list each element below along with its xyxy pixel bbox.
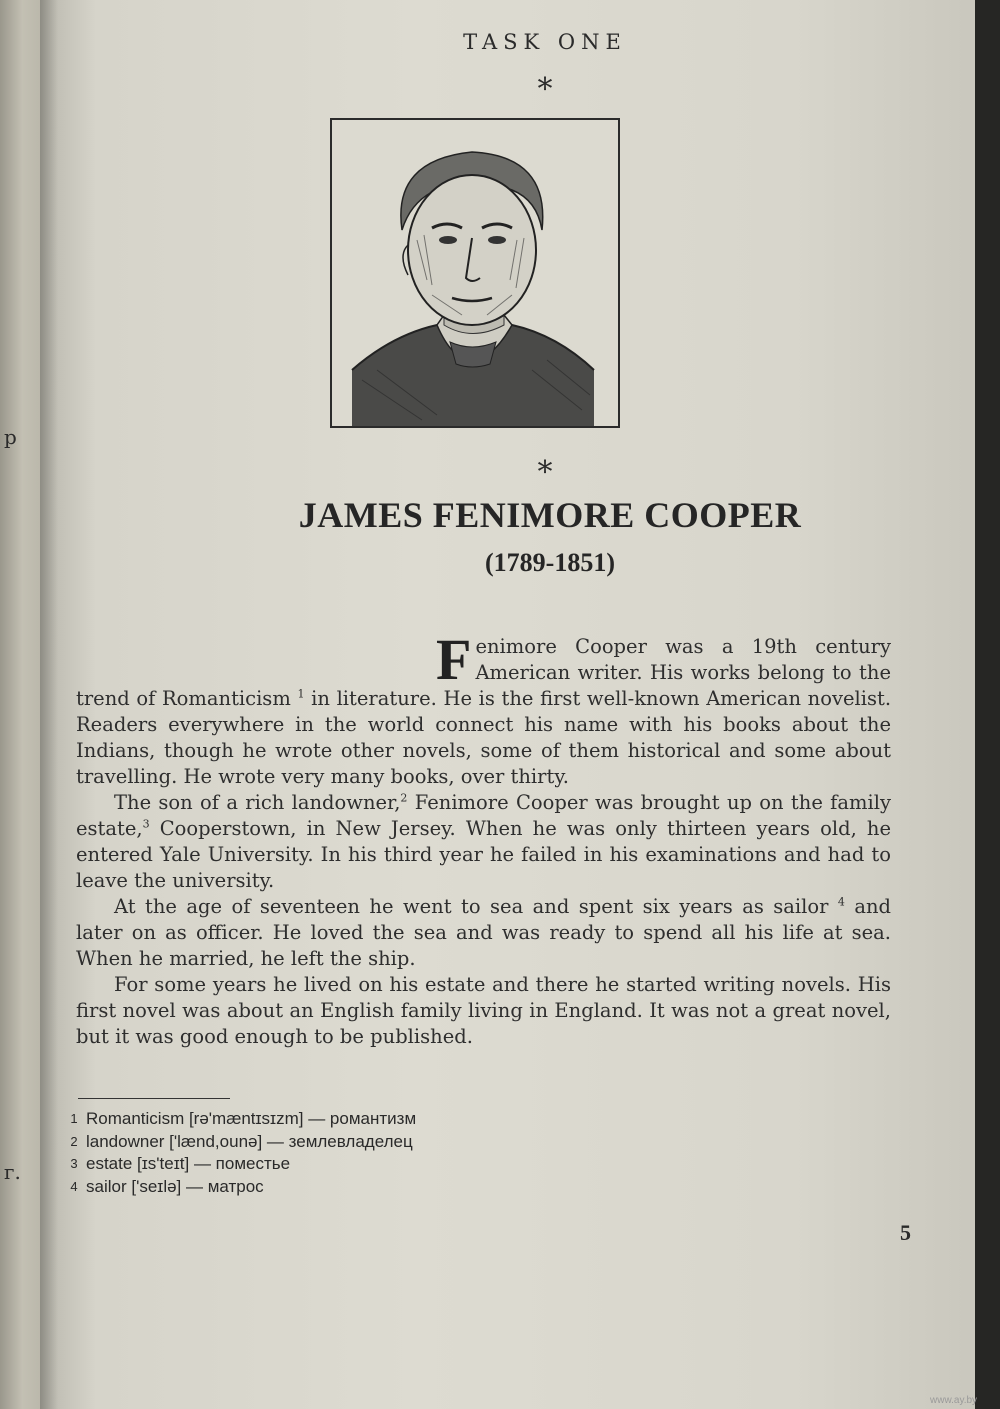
footnote-ref: 2	[400, 791, 408, 805]
footnote-text: landowner ['lænd,ounə] — землевладелец	[86, 1131, 413, 1151]
footnote-ref: 3	[142, 817, 150, 831]
portrait-engraving	[332, 120, 618, 426]
footnotes	[62, 1108, 762, 1198]
footnote-number: 4	[70, 1178, 78, 1194]
footnote-number: 3	[70, 1156, 78, 1171]
text-run: in literature. He is the first well-known American novelist. Readers everywhere in the world connect his name with his books about the Indians, though he wrote other novels, some of them historical and some about travelling. He wrote very many books, over thirty.	[76, 687, 892, 788]
ornament-asterisk: *	[537, 72, 553, 107]
text-run: Cooperstown, in New Jersey. When he was only thirteen years old, he entered Yale University. In his third year he failed in his examinations and had to leave the university.	[76, 817, 891, 892]
page-number: 5	[900, 1220, 911, 1245]
paragraph	[76, 972, 891, 1050]
left-page-fragment: р	[4, 425, 17, 449]
paragraph	[76, 894, 891, 972]
text-run: The son of a rich landowner,	[114, 791, 401, 814]
page-gutter-shadow	[40, 0, 58, 1409]
author-years: (1789-1851)	[485, 548, 615, 577]
footnote-number: 1	[70, 1111, 78, 1126]
text-run: For some years he lived on his estate and there he started writing novels. His first novel was about an English family living in England. It was not a great novel, but it was good enough to be published.	[76, 973, 891, 1048]
text-run: Fenimore Cooper was brought up on the family estate,	[76, 791, 891, 840]
watermark: www.ay.by	[930, 1395, 978, 1406]
task-title: TASK ONE	[463, 30, 627, 54]
footnote-text: sailor ['seɪlə] — матрос	[86, 1176, 264, 1196]
footnote-ref: 1	[297, 687, 305, 701]
text-run: enimore Cooper was a 19th century American writer. His works belong to the trend of Romanticism	[76, 635, 891, 710]
footnote-text: Romanticism [rə'mæntɪsɪzm] — романтизм	[86, 1109, 417, 1128]
background-edge	[975, 0, 1000, 1409]
footnote	[62, 1108, 762, 1131]
portrait-illustration	[330, 118, 620, 428]
ornament-asterisk: *	[537, 455, 553, 490]
footnote-number: 2	[70, 1133, 78, 1149]
footnote-divider	[78, 1098, 230, 1099]
footnote	[62, 1176, 762, 1199]
footnote-text: estate [ɪs'teɪt] — поместье	[86, 1154, 291, 1173]
footnote	[62, 1131, 762, 1154]
drop-cap: F	[436, 627, 472, 692]
paragraph	[76, 790, 891, 894]
left-page-fragment: г.	[4, 1160, 21, 1184]
footnote	[62, 1153, 762, 1176]
paragraph	[76, 627, 892, 790]
book-page	[40, 0, 980, 1409]
author-name-heading: JAMES FENIMORE COOPER	[298, 495, 802, 535]
text-run: and later on as officer. He loved the sea and was ready to spend all his life at sea. When he married, he left the ship.	[76, 895, 891, 970]
biography-text	[76, 627, 892, 1050]
footnote-ref: 4	[837, 895, 845, 909]
text-run: At the age of seventeen he went to sea and spent six years as sailor	[114, 895, 829, 918]
